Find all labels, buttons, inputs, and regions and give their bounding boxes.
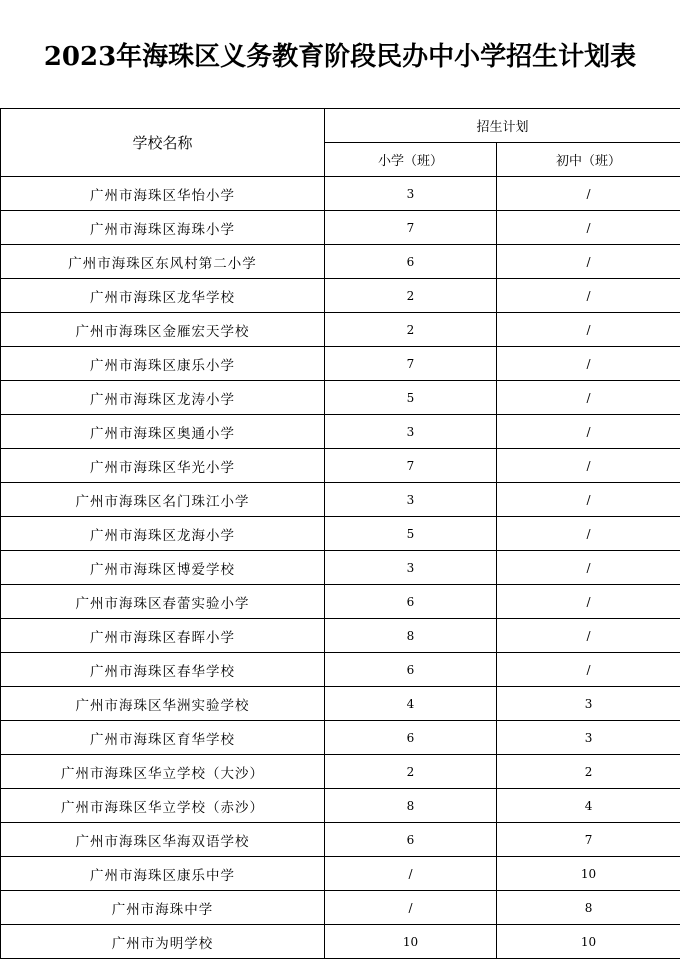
table-row bbox=[1, 687, 680, 721]
middle-classes-cell: / bbox=[497, 279, 680, 313]
table-row bbox=[1, 925, 680, 959]
table-row bbox=[1, 483, 680, 517]
middle-classes-cell: 2 bbox=[497, 755, 680, 789]
primary-classes-cell: 5 bbox=[325, 381, 497, 415]
primary-classes-cell: 3 bbox=[325, 483, 497, 517]
school-name-cell: 广州市海珠区春蕾实验小学 bbox=[1, 585, 325, 619]
table-row bbox=[1, 789, 680, 823]
primary-classes-cell: 7 bbox=[325, 211, 497, 245]
school-name-cell: 广州市海珠区华立学校（赤沙） bbox=[1, 789, 325, 823]
primary-classes-cell: 6 bbox=[325, 721, 497, 755]
school-name-cell: 广州市海珠区春华学校 bbox=[1, 653, 325, 687]
middle-classes-cell: / bbox=[497, 245, 680, 279]
table-row bbox=[1, 891, 680, 925]
school-name-cell: 广州市海珠区名门珠江小学 bbox=[1, 483, 325, 517]
primary-classes-cell: 8 bbox=[325, 619, 497, 653]
middle-classes-cell: / bbox=[497, 551, 680, 585]
primary-classes-cell: 2 bbox=[325, 755, 497, 789]
middle-classes-cell: 3 bbox=[497, 721, 680, 755]
table-row bbox=[1, 551, 680, 585]
middle-classes-header: 初中（班） bbox=[497, 143, 680, 177]
table-row bbox=[1, 721, 680, 755]
middle-classes-cell: / bbox=[497, 415, 680, 449]
primary-classes-cell: 3 bbox=[325, 177, 497, 211]
middle-classes-cell: 4 bbox=[497, 789, 680, 823]
table-row bbox=[1, 653, 680, 687]
table-row bbox=[1, 279, 680, 313]
table-row bbox=[1, 415, 680, 449]
primary-classes-cell: 5 bbox=[325, 517, 497, 551]
school-name-cell: 广州市海珠区康乐小学 bbox=[1, 347, 325, 381]
school-name-cell: 广州市海珠区龙涛小学 bbox=[1, 381, 325, 415]
middle-classes-cell: / bbox=[497, 313, 680, 347]
middle-classes-cell: / bbox=[497, 653, 680, 687]
enrollment-plan-table bbox=[0, 108, 680, 959]
middle-classes-cell: / bbox=[497, 211, 680, 245]
table-row bbox=[1, 619, 680, 653]
school-name-cell: 广州市海珠区龙海小学 bbox=[1, 517, 325, 551]
primary-classes-cell: 2 bbox=[325, 279, 497, 313]
middle-classes-cell: / bbox=[497, 483, 680, 517]
school-name-cell: 广州市海珠区华光小学 bbox=[1, 449, 325, 483]
primary-classes-cell: 7 bbox=[325, 449, 497, 483]
middle-classes-cell: 3 bbox=[497, 687, 680, 721]
school-name-header: 学校名称 bbox=[1, 109, 325, 177]
middle-classes-cell: / bbox=[497, 517, 680, 551]
middle-classes-cell: / bbox=[497, 381, 680, 415]
table-row bbox=[1, 449, 680, 483]
school-name-cell: 广州市海珠区龙华学校 bbox=[1, 279, 325, 313]
table-row bbox=[1, 245, 680, 279]
middle-classes-cell: / bbox=[497, 177, 680, 211]
primary-classes-cell: 6 bbox=[325, 245, 497, 279]
primary-classes-cell: 2 bbox=[325, 313, 497, 347]
middle-classes-cell: 8 bbox=[497, 891, 680, 925]
school-name-cell: 广州市海珠区海珠小学 bbox=[1, 211, 325, 245]
table-row bbox=[1, 517, 680, 551]
middle-classes-cell: 10 bbox=[497, 857, 680, 891]
table-body bbox=[1, 177, 680, 959]
table-row bbox=[1, 313, 680, 347]
primary-classes-cell: 10 bbox=[325, 925, 497, 959]
page-title: 2023年海珠区义务教育阶段民办中小学招生计划表 bbox=[0, 0, 680, 108]
school-name-cell: 广州市海珠区金雁宏天学校 bbox=[1, 313, 325, 347]
primary-classes-cell: 3 bbox=[325, 551, 497, 585]
middle-classes-cell: 10 bbox=[497, 925, 680, 959]
table-row bbox=[1, 211, 680, 245]
school-name-cell: 广州市海珠区华怡小学 bbox=[1, 177, 325, 211]
middle-classes-cell: / bbox=[497, 619, 680, 653]
school-name-cell: 广州市海珠中学 bbox=[1, 891, 325, 925]
middle-classes-cell: 7 bbox=[497, 823, 680, 857]
middle-classes-cell: / bbox=[497, 585, 680, 619]
enrollment-plan-header: 招生计划 bbox=[325, 109, 680, 143]
primary-classes-cell: 3 bbox=[325, 415, 497, 449]
primary-classes-cell: 6 bbox=[325, 823, 497, 857]
school-name-cell: 广州市海珠区华立学校（大沙） bbox=[1, 755, 325, 789]
primary-classes-cell: 7 bbox=[325, 347, 497, 381]
school-name-cell: 广州市海珠区育华学校 bbox=[1, 721, 325, 755]
primary-classes-cell: / bbox=[325, 857, 497, 891]
table-row bbox=[1, 755, 680, 789]
school-name-cell: 广州市海珠区奥通小学 bbox=[1, 415, 325, 449]
school-name-cell: 广州市海珠区博爱学校 bbox=[1, 551, 325, 585]
primary-classes-cell: 4 bbox=[325, 687, 497, 721]
school-name-cell: 广州市海珠区康乐中学 bbox=[1, 857, 325, 891]
school-name-cell: 广州市海珠区东风村第二小学 bbox=[1, 245, 325, 279]
table-row bbox=[1, 823, 680, 857]
middle-classes-cell: / bbox=[497, 449, 680, 483]
school-name-cell: 广州市海珠区春晖小学 bbox=[1, 619, 325, 653]
primary-classes-cell: 6 bbox=[325, 585, 497, 619]
middle-classes-cell: / bbox=[497, 347, 680, 381]
primary-classes-header: 小学（班） bbox=[325, 143, 497, 177]
primary-classes-cell: / bbox=[325, 891, 497, 925]
table-row bbox=[1, 347, 680, 381]
table-row bbox=[1, 381, 680, 415]
header-row bbox=[1, 109, 680, 143]
table-row bbox=[1, 177, 680, 211]
school-name-cell: 广州市为明学校 bbox=[1, 925, 325, 959]
table-row bbox=[1, 857, 680, 891]
primary-classes-cell: 8 bbox=[325, 789, 497, 823]
primary-classes-cell: 6 bbox=[325, 653, 497, 687]
table-row bbox=[1, 585, 680, 619]
school-name-cell: 广州市海珠区华洲实验学校 bbox=[1, 687, 325, 721]
school-name-cell: 广州市海珠区华海双语学校 bbox=[1, 823, 325, 857]
